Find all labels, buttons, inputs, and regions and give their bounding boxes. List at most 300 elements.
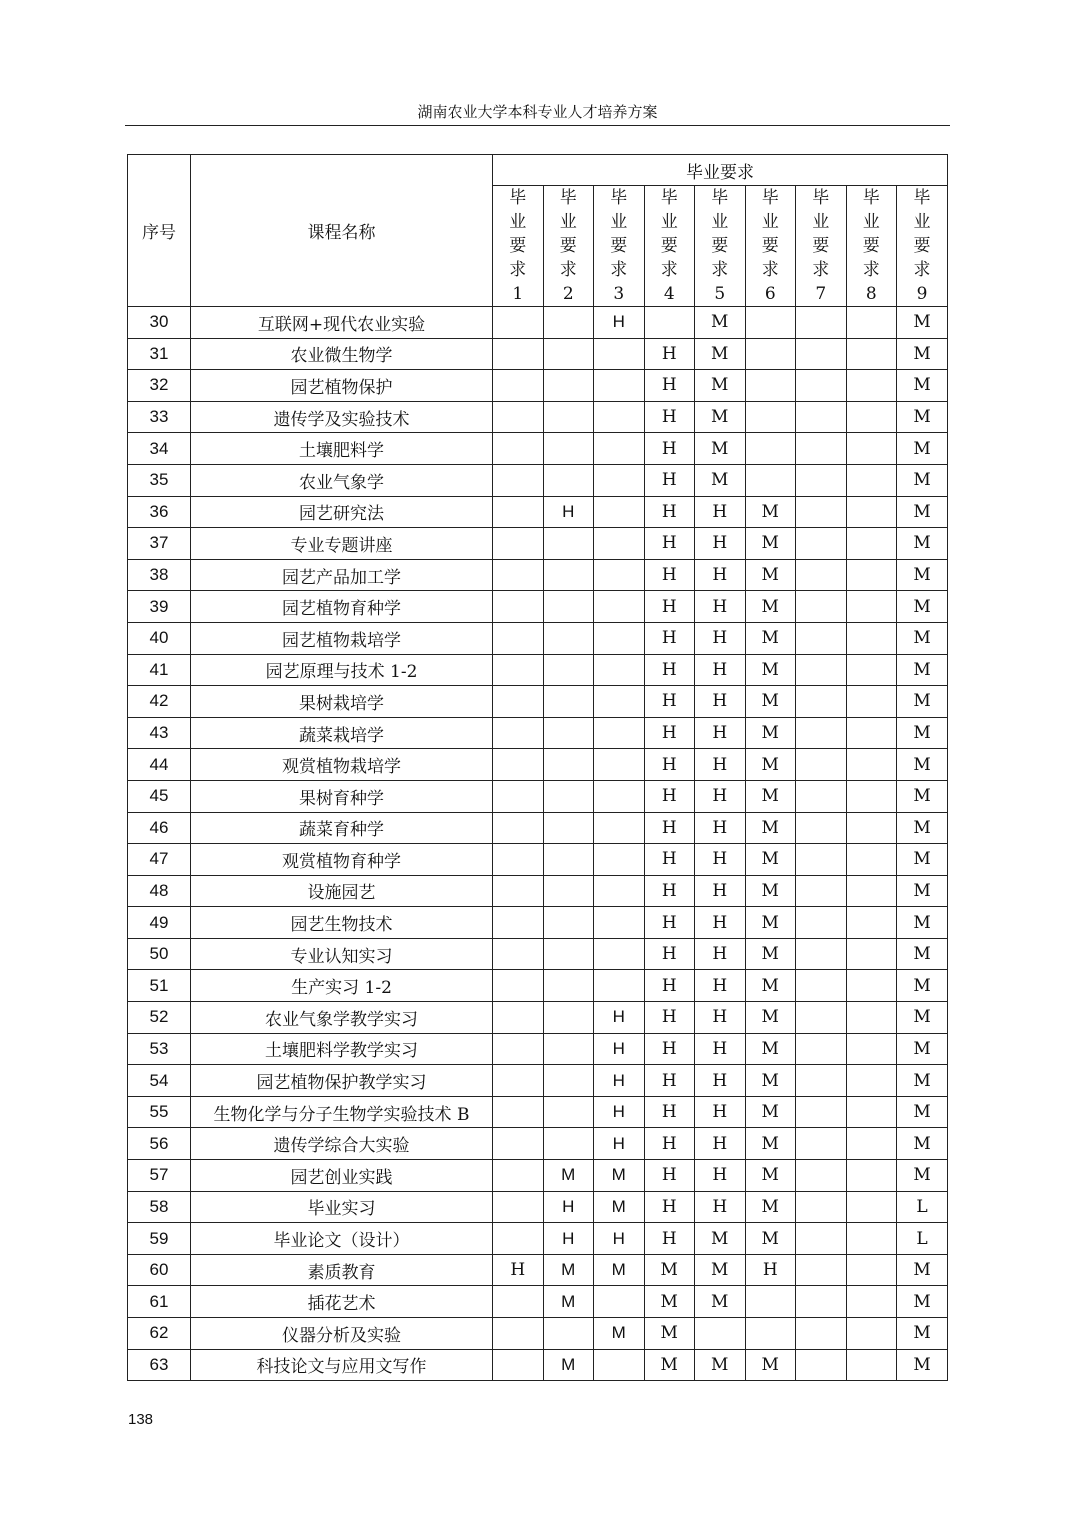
requirement-level-cell: M (745, 654, 796, 686)
requirement-level-cell: H (644, 1033, 695, 1065)
requirement-level-cell: M (897, 370, 948, 402)
requirement-level-cell: M (897, 1065, 948, 1097)
requirement-level-cell: M (897, 749, 948, 781)
requirement-level-cell: M (543, 1349, 594, 1381)
requirement-level-cell (796, 464, 847, 496)
requirement-level-cell: M (745, 1002, 796, 1034)
requirement-level-cell: M (897, 907, 948, 939)
table-row (128, 654, 948, 686)
course-name: 土壤肥料学 (191, 433, 493, 465)
requirement-level-cell: H (644, 717, 695, 749)
requirement-level-cell (846, 1191, 897, 1223)
course-name: 果树栽培学 (191, 686, 493, 718)
header-requirement-4: 毕 业 要 求 4 (644, 186, 695, 307)
requirement-level-cell: H (695, 780, 746, 812)
requirement-level-cell (846, 654, 897, 686)
requirement-level-cell: H (644, 654, 695, 686)
course-name: 观赏植物育种学 (191, 844, 493, 876)
requirement-level-cell (543, 654, 594, 686)
requirement-level-cell (493, 780, 544, 812)
requirement-level-cell (745, 464, 796, 496)
requirement-level-cell (846, 970, 897, 1002)
requirement-level-cell: M (897, 591, 948, 623)
requirement-level-cell (594, 875, 645, 907)
row-index: 46 (128, 812, 191, 844)
requirement-level-cell: H (695, 1128, 746, 1160)
requirement-level-cell (543, 528, 594, 560)
requirement-level-cell: H (695, 528, 746, 560)
requirement-level-cell: M (897, 1318, 948, 1350)
requirement-level-cell: H (644, 749, 695, 781)
requirement-level-cell (493, 622, 544, 654)
requirement-level-cell: M (644, 1349, 695, 1381)
table-row (128, 1065, 948, 1097)
requirement-level-cell (796, 875, 847, 907)
requirement-level-cell: M (745, 1033, 796, 1065)
course-name: 园艺植物育种学 (191, 591, 493, 623)
requirement-level-cell: M (745, 591, 796, 623)
course-name: 农业气象学 (191, 464, 493, 496)
requirement-level-cell (846, 717, 897, 749)
requirement-level-cell (493, 907, 544, 939)
requirement-level-cell: H (644, 686, 695, 718)
requirement-level-cell (543, 717, 594, 749)
requirement-level-cell (543, 812, 594, 844)
requirement-level-cell (493, 1033, 544, 1065)
requirement-level-cell (543, 749, 594, 781)
course-name: 园艺创业实践 (191, 1160, 493, 1192)
course-name: 园艺研究法 (191, 496, 493, 528)
requirement-level-cell (846, 1160, 897, 1192)
row-index: 38 (128, 559, 191, 591)
course-name: 科技论文与应用文写作 (191, 1349, 493, 1381)
requirement-level-cell: M (897, 938, 948, 970)
requirement-level-cell: M (897, 401, 948, 433)
row-index: 45 (128, 780, 191, 812)
requirement-level-cell: M (897, 307, 948, 339)
requirement-level-cell (846, 1128, 897, 1160)
requirement-level-cell: M (897, 1128, 948, 1160)
requirement-level-cell (493, 1349, 544, 1381)
requirement-level-cell (846, 1349, 897, 1381)
requirement-level-cell: M (745, 970, 796, 1002)
requirement-level-cell: M (745, 496, 796, 528)
header-requirement-7: 毕 业 要 求 7 (796, 186, 847, 307)
row-index: 43 (128, 717, 191, 749)
requirement-level-cell (796, 686, 847, 718)
requirement-level-cell (796, 1065, 847, 1097)
requirement-level-cell: H (644, 370, 695, 402)
requirement-level-cell (796, 559, 847, 591)
requirement-level-cell (594, 338, 645, 370)
table-row (128, 1160, 948, 1192)
course-name: 插花艺术 (191, 1286, 493, 1318)
requirement-level-cell (796, 844, 847, 876)
requirement-level-cell: H (644, 591, 695, 623)
requirement-level-cell (796, 1160, 847, 1192)
header-requirement-2: 毕 业 要 求 2 (543, 186, 594, 307)
table-row (128, 338, 948, 370)
requirement-level-cell: H (644, 528, 695, 560)
requirement-level-cell: M (897, 1002, 948, 1034)
requirement-level-cell: M (745, 812, 796, 844)
requirement-level-cell (493, 528, 544, 560)
course-name: 遗传学综合大实验 (191, 1128, 493, 1160)
requirement-level-cell (846, 749, 897, 781)
course-name: 园艺植物栽培学 (191, 622, 493, 654)
row-index: 32 (128, 370, 191, 402)
row-index: 51 (128, 970, 191, 1002)
course-name: 蔬菜育种学 (191, 812, 493, 844)
requirement-level-cell (796, 370, 847, 402)
table-row (128, 464, 948, 496)
requirement-level-cell: M (695, 1223, 746, 1255)
requirement-level-cell (846, 559, 897, 591)
requirement-level-cell (594, 844, 645, 876)
row-index: 42 (128, 686, 191, 718)
requirement-level-cell (846, 1096, 897, 1128)
requirement-level-cell (493, 1065, 544, 1097)
requirement-level-cell (846, 938, 897, 970)
header-requirement-5: 毕 业 要 求 5 (695, 186, 746, 307)
requirement-level-cell: H (644, 496, 695, 528)
requirement-level-cell: M (897, 496, 948, 528)
requirement-level-cell (543, 433, 594, 465)
requirement-level-cell: M (745, 1160, 796, 1192)
requirement-level-cell: H (695, 496, 746, 528)
requirement-level-cell (796, 1128, 847, 1160)
row-index: 30 (128, 307, 191, 339)
requirement-level-cell: M (897, 686, 948, 718)
course-name: 专业专题讲座 (191, 528, 493, 560)
requirement-level-cell: H (644, 401, 695, 433)
requirement-level-cell (594, 370, 645, 402)
row-index: 53 (128, 1033, 191, 1065)
page-number: 138 (128, 1411, 154, 1428)
table-row (128, 1191, 948, 1223)
requirement-level-cell (594, 938, 645, 970)
requirement-level-cell: H (644, 970, 695, 1002)
requirement-level-cell (796, 654, 847, 686)
requirement-level-cell: M (745, 780, 796, 812)
requirement-level-cell (493, 686, 544, 718)
requirement-level-cell: H (695, 749, 746, 781)
table-row (128, 780, 948, 812)
requirement-level-cell (594, 907, 645, 939)
requirement-level-cell (543, 1318, 594, 1350)
requirement-level-cell: M (745, 1096, 796, 1128)
requirement-level-cell (846, 844, 897, 876)
page-header (125, 100, 950, 126)
table-row (128, 717, 948, 749)
table-row (128, 844, 948, 876)
requirement-level-cell (745, 370, 796, 402)
requirement-level-cell (594, 686, 645, 718)
requirement-level-cell (745, 433, 796, 465)
requirement-level-cell: M (644, 1318, 695, 1350)
course-name: 土壤肥料学教学实习 (191, 1033, 493, 1065)
course-name: 果树育种学 (191, 780, 493, 812)
course-name: 园艺植物保护 (191, 370, 493, 402)
requirement-level-cell (594, 496, 645, 528)
matrix-body (128, 307, 948, 1381)
requirement-level-cell (846, 591, 897, 623)
table-row (128, 528, 948, 560)
requirement-level-cell: M (695, 464, 746, 496)
requirement-level-cell (594, 717, 645, 749)
requirement-level-cell (543, 622, 594, 654)
header-requirement-8: 毕 业 要 求 8 (846, 186, 897, 307)
table-row (128, 1033, 948, 1065)
requirement-level-cell: H (695, 970, 746, 1002)
requirement-level-cell (543, 338, 594, 370)
requirement-level-cell (594, 559, 645, 591)
requirement-level-cell (796, 970, 847, 1002)
header-graduation-requirements: 毕业要求 (493, 155, 948, 186)
requirement-level-cell: H (644, 433, 695, 465)
row-index: 52 (128, 1002, 191, 1034)
requirement-level-cell: H (695, 844, 746, 876)
requirement-level-cell (846, 433, 897, 465)
requirement-level-cell: M (897, 1033, 948, 1065)
requirement-level-cell (543, 401, 594, 433)
requirement-level-cell (846, 464, 897, 496)
row-index: 58 (128, 1191, 191, 1223)
requirement-level-cell (846, 401, 897, 433)
requirement-level-cell: H (695, 686, 746, 718)
requirement-level-cell: H (644, 938, 695, 970)
requirement-level-cell (796, 1254, 847, 1286)
row-index: 31 (128, 338, 191, 370)
requirement-level-cell: H (745, 1254, 796, 1286)
course-name: 素质教育 (191, 1254, 493, 1286)
requirement-level-cell: M (897, 812, 948, 844)
requirement-level-cell: M (897, 717, 948, 749)
requirement-level-cell (493, 1002, 544, 1034)
requirement-level-cell (493, 717, 544, 749)
requirement-level-cell: H (695, 717, 746, 749)
requirement-level-cell (543, 907, 594, 939)
requirement-level-cell (846, 875, 897, 907)
requirement-level-cell: M (897, 528, 948, 560)
requirement-level-cell (543, 970, 594, 1002)
requirement-level-cell: H (543, 1223, 594, 1255)
requirement-level-cell (493, 749, 544, 781)
requirement-level-cell: M (897, 1160, 948, 1192)
requirement-level-cell (745, 307, 796, 339)
requirement-level-cell (543, 591, 594, 623)
row-index: 35 (128, 464, 191, 496)
requirement-level-cell: M (897, 622, 948, 654)
table-row (128, 907, 948, 939)
course-name: 园艺生物技术 (191, 907, 493, 939)
requirement-level-cell (796, 401, 847, 433)
requirement-level-cell: M (745, 1191, 796, 1223)
requirement-level-cell: M (594, 1254, 645, 1286)
requirement-level-cell (543, 370, 594, 402)
requirement-level-cell: H (644, 907, 695, 939)
requirement-level-cell: M (897, 1096, 948, 1128)
requirement-level-cell: L (897, 1191, 948, 1223)
row-index: 44 (128, 749, 191, 781)
header-requirement-3: 毕 业 要 求 3 (594, 186, 645, 307)
requirement-level-cell (543, 938, 594, 970)
requirement-level-cell: M (897, 780, 948, 812)
requirement-level-cell: M (695, 1349, 746, 1381)
course-name: 农业微生物学 (191, 338, 493, 370)
requirement-level-cell: M (897, 654, 948, 686)
requirement-level-cell (796, 812, 847, 844)
requirement-level-cell (796, 528, 847, 560)
requirement-level-cell: M (745, 749, 796, 781)
requirement-level-cell: M (594, 1191, 645, 1223)
requirement-level-cell (493, 875, 544, 907)
requirement-level-cell (796, 938, 847, 970)
table-row (128, 591, 948, 623)
requirement-level-cell (846, 307, 897, 339)
course-name: 设施园艺 (191, 875, 493, 907)
requirement-level-cell (594, 528, 645, 560)
table-row (128, 1096, 948, 1128)
requirement-level-cell (745, 401, 796, 433)
requirement-level-cell: M (745, 622, 796, 654)
requirement-level-cell: M (897, 970, 948, 1002)
requirement-level-cell: H (695, 812, 746, 844)
requirement-level-cell: M (897, 1254, 948, 1286)
row-index: 33 (128, 401, 191, 433)
requirement-level-cell: H (644, 780, 695, 812)
row-index: 56 (128, 1128, 191, 1160)
course-name: 仪器分析及实验 (191, 1318, 493, 1350)
requirement-level-cell (846, 686, 897, 718)
requirement-level-cell (745, 1318, 796, 1350)
requirement-level-cell: M (897, 559, 948, 591)
table-row (128, 1223, 948, 1255)
requirement-level-cell: H (644, 1191, 695, 1223)
requirement-level-cell: M (745, 875, 796, 907)
requirement-level-cell (594, 812, 645, 844)
course-name: 园艺植物保护教学实习 (191, 1065, 493, 1097)
requirement-level-cell: M (644, 1254, 695, 1286)
requirement-level-cell (846, 780, 897, 812)
requirement-level-cell: M (543, 1286, 594, 1318)
requirements-matrix-table (127, 154, 948, 1381)
requirement-level-cell (796, 622, 847, 654)
requirement-level-cell: M (695, 1254, 746, 1286)
requirement-level-cell (846, 496, 897, 528)
requirement-level-cell (846, 1254, 897, 1286)
requirement-level-cell: M (745, 1349, 796, 1381)
course-name: 观赏植物栽培学 (191, 749, 493, 781)
row-index: 40 (128, 622, 191, 654)
requirement-level-cell: M (897, 1286, 948, 1318)
requirement-level-cell (493, 496, 544, 528)
requirement-level-cell: M (745, 559, 796, 591)
row-index: 39 (128, 591, 191, 623)
requirement-level-cell: H (594, 1096, 645, 1128)
requirement-level-cell (493, 812, 544, 844)
requirement-level-cell (796, 1349, 847, 1381)
requirement-level-cell (594, 654, 645, 686)
requirement-level-cell (543, 464, 594, 496)
requirement-level-cell: H (594, 1002, 645, 1034)
table-row (128, 559, 948, 591)
requirement-level-cell (543, 686, 594, 718)
requirement-level-cell: M (745, 1128, 796, 1160)
requirement-level-cell (796, 749, 847, 781)
requirement-level-cell (846, 907, 897, 939)
requirement-level-cell: M (745, 1223, 796, 1255)
requirement-level-cell (493, 1096, 544, 1128)
row-index: 47 (128, 844, 191, 876)
requirement-level-cell (493, 338, 544, 370)
requirement-level-cell: H (644, 559, 695, 591)
requirement-level-cell (493, 1318, 544, 1350)
requirement-level-cell (594, 1286, 645, 1318)
course-name: 生物化学与分子生物学实验技术 B (191, 1096, 493, 1128)
table-row (128, 622, 948, 654)
course-name: 毕业论文（设计） (191, 1223, 493, 1255)
requirement-level-cell (493, 401, 544, 433)
requirement-level-cell (846, 1286, 897, 1318)
requirement-level-cell (796, 1002, 847, 1034)
requirement-level-cell: M (695, 433, 746, 465)
requirement-level-cell: H (493, 1254, 544, 1286)
row-index: 41 (128, 654, 191, 686)
header-requirement-6: 毕 业 要 求 6 (745, 186, 796, 307)
requirement-level-cell: M (594, 1160, 645, 1192)
requirement-level-cell (796, 1318, 847, 1350)
requirement-level-cell: M (695, 338, 746, 370)
requirement-level-cell (796, 496, 847, 528)
requirement-level-cell: H (695, 591, 746, 623)
requirement-level-cell: L (897, 1223, 948, 1255)
requirement-level-cell: H (644, 844, 695, 876)
requirement-level-cell (493, 559, 544, 591)
requirement-level-cell: M (897, 464, 948, 496)
requirement-level-cell (594, 591, 645, 623)
requirement-level-cell (594, 433, 645, 465)
row-index: 61 (128, 1286, 191, 1318)
requirement-level-cell: M (897, 875, 948, 907)
requirement-level-cell: H (695, 1033, 746, 1065)
requirement-level-cell: M (695, 401, 746, 433)
requirement-level-cell: H (644, 875, 695, 907)
requirement-level-cell (594, 1349, 645, 1381)
requirement-level-cell (543, 1065, 594, 1097)
requirement-level-cell: M (644, 1286, 695, 1318)
row-index: 49 (128, 907, 191, 939)
requirement-level-cell: M (695, 1286, 746, 1318)
requirement-level-cell: M (745, 907, 796, 939)
requirement-level-cell (846, 1318, 897, 1350)
requirement-level-cell: H (644, 1223, 695, 1255)
requirement-level-cell (644, 307, 695, 339)
requirement-level-cell (796, 338, 847, 370)
requirement-level-cell (846, 622, 897, 654)
requirement-level-cell (796, 1286, 847, 1318)
requirement-level-cell: H (644, 338, 695, 370)
requirement-level-cell: H (594, 307, 645, 339)
requirement-level-cell (796, 307, 847, 339)
requirement-level-cell (543, 307, 594, 339)
requirement-level-cell (594, 749, 645, 781)
requirement-level-cell (796, 1223, 847, 1255)
requirement-level-cell (594, 401, 645, 433)
row-index: 63 (128, 1349, 191, 1381)
requirement-level-cell: H (695, 654, 746, 686)
requirement-level-cell: H (695, 1191, 746, 1223)
